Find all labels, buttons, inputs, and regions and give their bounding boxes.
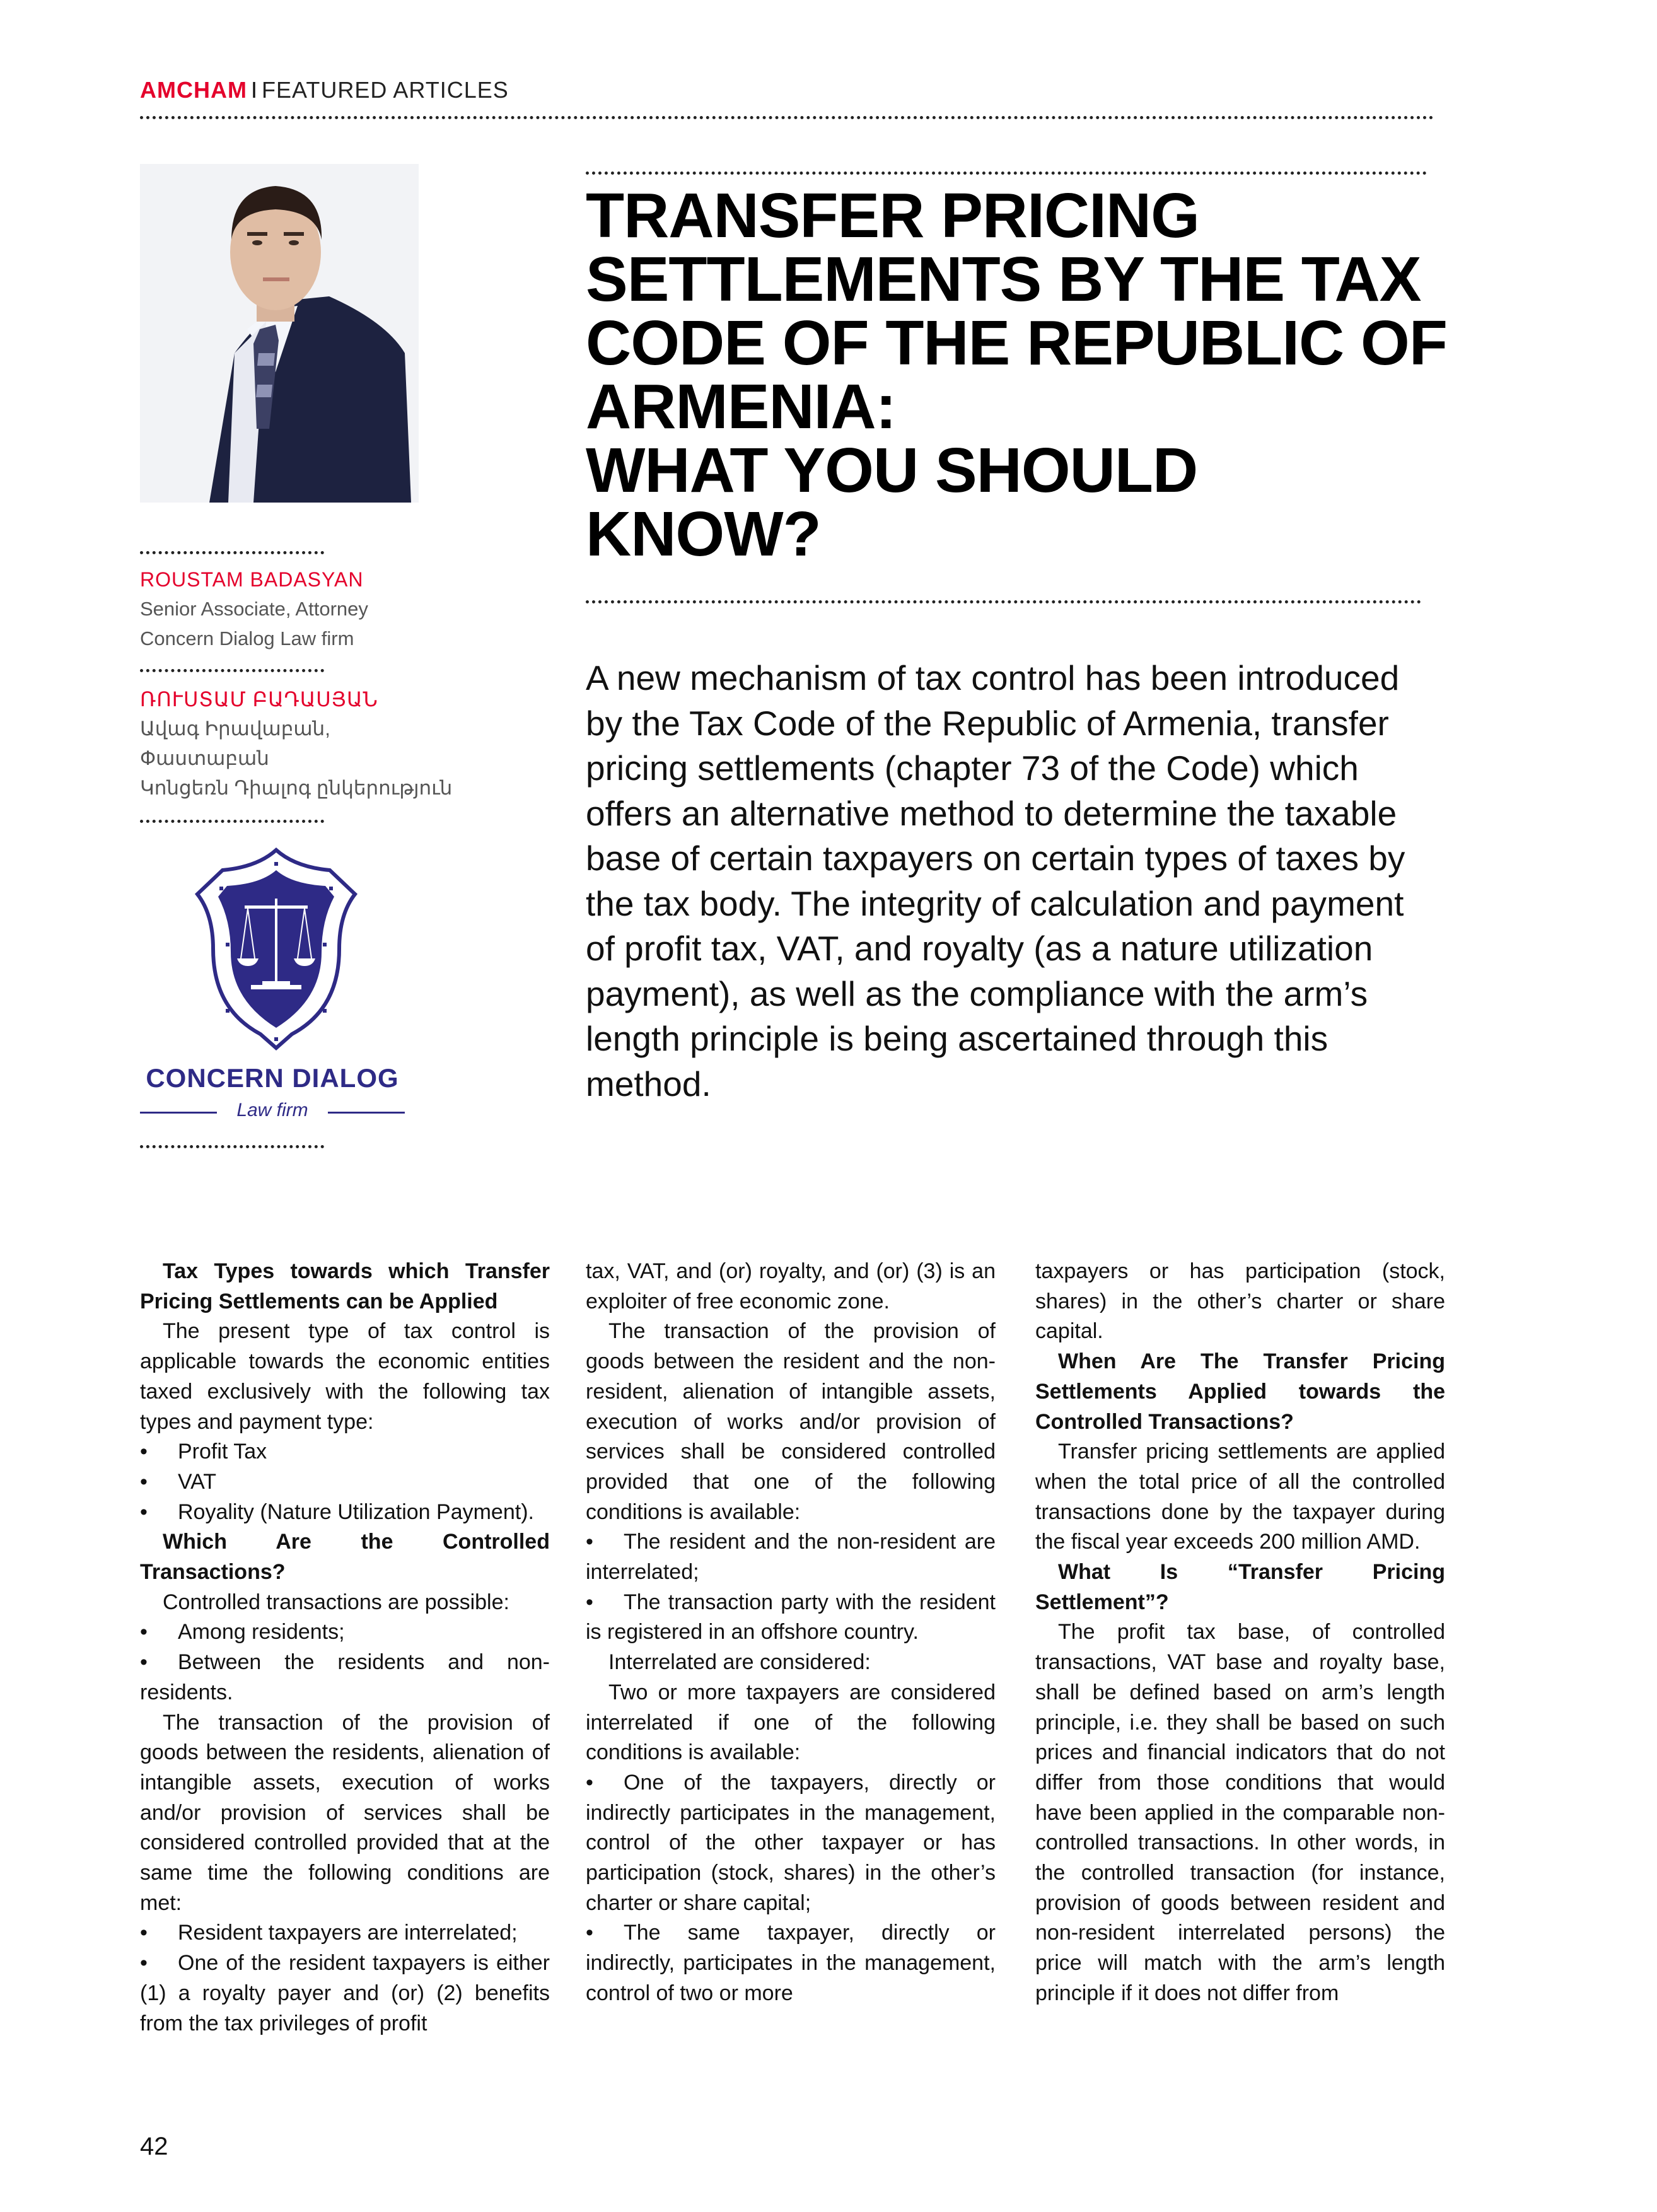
intro-line: pricing settlements (chapter 73 of the Code) which [586, 748, 1359, 788]
logo-subtitle: Law firm [236, 1100, 308, 1121]
logo-rule-right [328, 1112, 405, 1114]
paragraph: The present type of tax control is applicable towards the economic entities taxed exclusively with the following tax types and payment type: [140, 1319, 550, 1434]
header-separator: I [250, 77, 258, 103]
bullet-item: • One of the taxpayers, directly or indirectly participates in the management, control of the other taxpayer or has participation (stock, shares) in the other’s charter or share capital; [586, 1768, 996, 1919]
author-role: Senior Associate, Attorney [140, 598, 368, 620]
author-role-armenian-1: Ավագ Իրավաբան, [140, 718, 330, 740]
intro-line: of profit tax, VAT, and royalty (as a nature utilization [586, 929, 1373, 968]
paragraph: Controlled transactions are possible: [163, 1590, 509, 1614]
intro-line: payment), as well as the compliance with the arm’s [586, 974, 1368, 1013]
paragraph: taxpayers or has participation (stock, shares) in the other’s charter or share capital. [1035, 1259, 1445, 1344]
logo-name: CONCERN DIALOG [146, 1063, 399, 1093]
paragraph: The profit tax base, of controlled transactions, VAT base and royalty base, shall be defined based on arm’s length principle, i.e. they shall be based on such prices and financial indicators that do not differ from those conditions that would have been applied in the comparable non-controlled transactions. In other words, in the controlled transaction (for instance, provision of goods between resident and non-resident interrelated persons) the price will match with the arm’s length principle if it does not differ from [1035, 1620, 1445, 2005]
author-firm: Concern Dialog Law firm [140, 627, 354, 649]
shield-scales-icon [188, 845, 364, 1056]
bullet-item: • The same taxpayer, directly or indirectly, participates in the management, control of two or more [586, 1918, 996, 2008]
bullet-item: • Profit Tax [140, 1437, 550, 1467]
intro-line: the tax body. The integrity of calculation and payment [586, 883, 1404, 923]
article-intro [586, 656, 1431, 1107]
paragraph: tax, VAT, and (or) royalty, and (or) (3) is an exploiter of free economic zone. [586, 1259, 996, 1313]
body-column-3 [1035, 1257, 1445, 2009]
intro-line: by the Tax Code of the Republic of Armenia, transfer [586, 703, 1389, 743]
bullet-item: • Resident taxpayers are interrelated; [140, 1918, 550, 1948]
author-info-en [140, 565, 417, 653]
section-heading: Tax Types towards which Transfer Pricing Settlements can be Applied [140, 1259, 550, 1313]
bullet-item: • Royality (Nature Utilization Payment). [140, 1498, 550, 1528]
bullet-item: • VAT [140, 1467, 550, 1498]
author-divider-middle [140, 669, 324, 672]
title-line: CODE OF THE REPUBLIC OF [586, 308, 1447, 378]
author-divider-top [140, 551, 324, 554]
paragraph: The transaction of the provision of goods between the residents, alienation of intangible assets, execution of works and/or provision of services shall be considered controlled provided that at the same time the following conditions are met: [140, 1710, 550, 1915]
paragraph: Interrelated are considered: [608, 1650, 871, 1675]
title-line: WHAT YOU SHOULD [586, 435, 1198, 506]
author-role-armenian-2: Փաստաբան [140, 747, 269, 769]
title-divider-bottom [586, 600, 1421, 603]
intro-line: length principle is being ascertained through this [586, 1019, 1329, 1058]
section-header [140, 77, 509, 103]
title-line: SETTLEMENTS BY THE TAX [586, 244, 1421, 315]
paragraph: The transaction of the provision of goods between the resident and the non-resident, alienation of intangible assets, execution of works and/or provision of services shall be considered controlled provided that one of the following conditions is available: [586, 1319, 996, 1524]
bullet-item: • Between the residents and non-residents. [140, 1648, 550, 1708]
firm-logo [140, 845, 405, 1135]
page-number: 42 [140, 2133, 168, 2160]
title-line: KNOW? [586, 499, 821, 569]
paragraph: Transfer pricing settlements are applied when the total price of all the controlled transactions done by the taxpayer during the fiscal year exceeds 200 million AMD. [1035, 1440, 1445, 1554]
bullet-item: • The transaction party with the resident is registered in an offshore country. [586, 1588, 996, 1648]
body-column-1 [140, 1257, 550, 2039]
author-info-hy [140, 685, 453, 803]
paragraph: Two or more taxpayers are considered interrelated if one of the following conditions is available: [586, 1680, 996, 1765]
author-photo [140, 164, 419, 503]
section-heading: Which Are the Controlled Transactions? [140, 1530, 550, 1585]
title-line: TRANSFER PRICING [586, 180, 1199, 251]
intro-line: A new mechanism of tax control has been introduced [586, 658, 1400, 697]
header-divider [140, 116, 1434, 119]
author-name-armenian: ՌՈՒՍՏԱՄ ԲԱԴԱՍՅԱՆ [140, 688, 378, 711]
bullet-item: • Among residents; [140, 1617, 550, 1648]
intro-line: base of certain taxpayers on certain types of taxes by [586, 839, 1405, 878]
author-name: ROUSTAM BADASYAN [140, 568, 364, 591]
title-line: ARMENIA: [586, 371, 896, 442]
author-firm-armenian: Կոնցեռն Դիալոգ ընկերություն [140, 777, 453, 799]
article-title [586, 180, 1447, 569]
person-portrait-icon [140, 164, 419, 503]
intro-line: offers an alternative method to determine the taxable [586, 793, 1397, 833]
body-column-2 [586, 1257, 996, 2009]
section-label: FEATURED ARTICLES [261, 77, 509, 103]
title-divider-top [586, 172, 1427, 175]
brand-label: AMCHAM [140, 77, 247, 103]
section-heading: When Are The Transfer Pricing Settlements Applied towards the Controlled Transactions? [1035, 1349, 1445, 1434]
logo-divider [140, 1145, 324, 1148]
author-divider-bottom [140, 820, 324, 823]
bullet-item: • The resident and the non-resident are interrelated; [586, 1527, 996, 1587]
bullet-item: • One of the resident taxpayers is either (1) a royalty payer and (or) (2) benefits from the tax privileges of profit [140, 1948, 550, 2039]
intro-line: method. [586, 1064, 711, 1103]
section-heading: What Is “Transfer Pricing Settlement”? [1035, 1560, 1445, 1614]
